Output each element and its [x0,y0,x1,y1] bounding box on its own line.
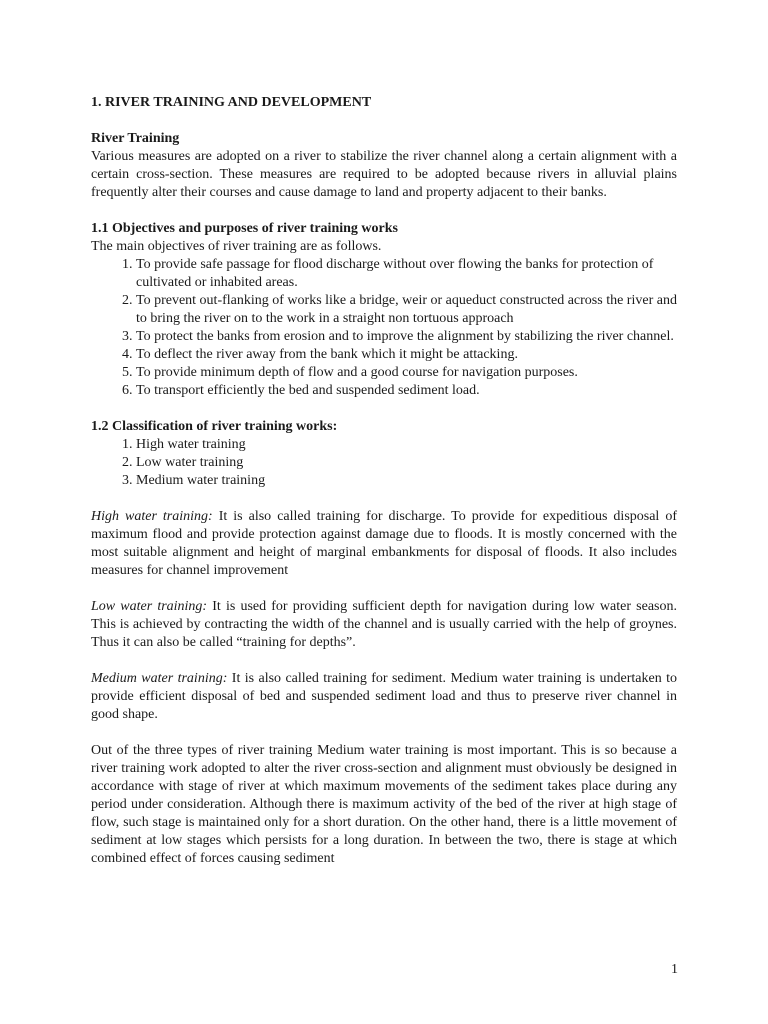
high-water-text: It is also called training for discharge. To provide for expeditious disposal of maximum flood and provide protection against damage due to floods. It is mostly concerned with the most suitable alignment and height of marginal embankments for disposal of floods. It also includes measures for channel improvement [91,509,677,578]
list-item: 5. To provide minimum depth of flow and a good course for navigation purposes. [136,364,677,382]
section-title-classification: 1.2 Classification of river training works: [91,419,338,434]
page-number: 1 [671,962,678,977]
high-water-paragraph [91,508,677,580]
medium-water-paragraph [91,670,677,724]
objectives-intro: The main objectives of river training are as follows. [91,239,382,254]
list-item: 4. To deflect the river away from the bank which it might be attacking. [136,346,677,364]
list-item: 3. Medium water training [136,472,677,490]
document-heading: 1. RIVER TRAINING AND DEVELOPMENT [91,95,372,110]
medium-water-label: Medium water training: [91,671,228,686]
document-page [91,94,677,868]
classification-list [91,436,677,490]
list-item: 2. To prevent out-flanking of works like a bridge, weir or aqueduct constructed across the river and to bring the river on to the work in a straight non tortuous approach [136,292,677,328]
river-training-paragraph: Various measures are adopted on a river to stabilize the river channel along a certain alignment with a certain cross-section. These measures are required to be adopted because rivers in alluvial plains frequently alter their courses and cause damage to land and property adjacent to their banks. [91,149,677,200]
section-title-objectives: 1.1 Objectives and purposes of river training works [91,221,398,236]
medium-water-text: It is also called training for sediment. Medium water training is undertaken to provide efficient disposal of bed and suspended sediment load and thus to preserve river channel in good shape. [91,671,677,722]
list-item: 1. High water training [136,436,677,454]
high-water-label: High water training: [91,509,213,524]
list-item: 2. Low water training [136,454,677,472]
list-item: 1. To provide safe passage for flood discharge without over flowing the banks for protection of cultivated or inhabited areas. [136,256,677,292]
section-title-river-training: River Training [91,131,180,146]
list-item: 3. To protect the banks from erosion and to improve the alignment by stabilizing the river channel. [136,328,677,346]
low-water-text: It is used for providing sufficient depth for navigation during low water season. This is achieved by contracting the width of the channel and is usually carried with the help of groynes. Thus it can also be called “training for depths”. [91,599,677,650]
final-paragraph: Out of the three types of river training Medium water training is most important. This is so because a river training work adopted to alter the river cross-section and alignment must obviously be designed in accordance with stage of river at which maximum movements of the sediment takes place during any period under consideration. Although there is maximum activity of the bed of the river at high stage of flow, such stage is maintained only for a short duration. On the other hand, there is a little movement of sediment at low stages which persists for a long duration. In between the two, there is stage at which combined effect of forces causing sediment [91,743,677,866]
low-water-label: Low water training: [91,599,208,614]
list-item: 6. To transport efficiently the bed and suspended sediment load. [136,382,677,400]
objectives-list [91,256,677,400]
low-water-paragraph [91,598,677,652]
